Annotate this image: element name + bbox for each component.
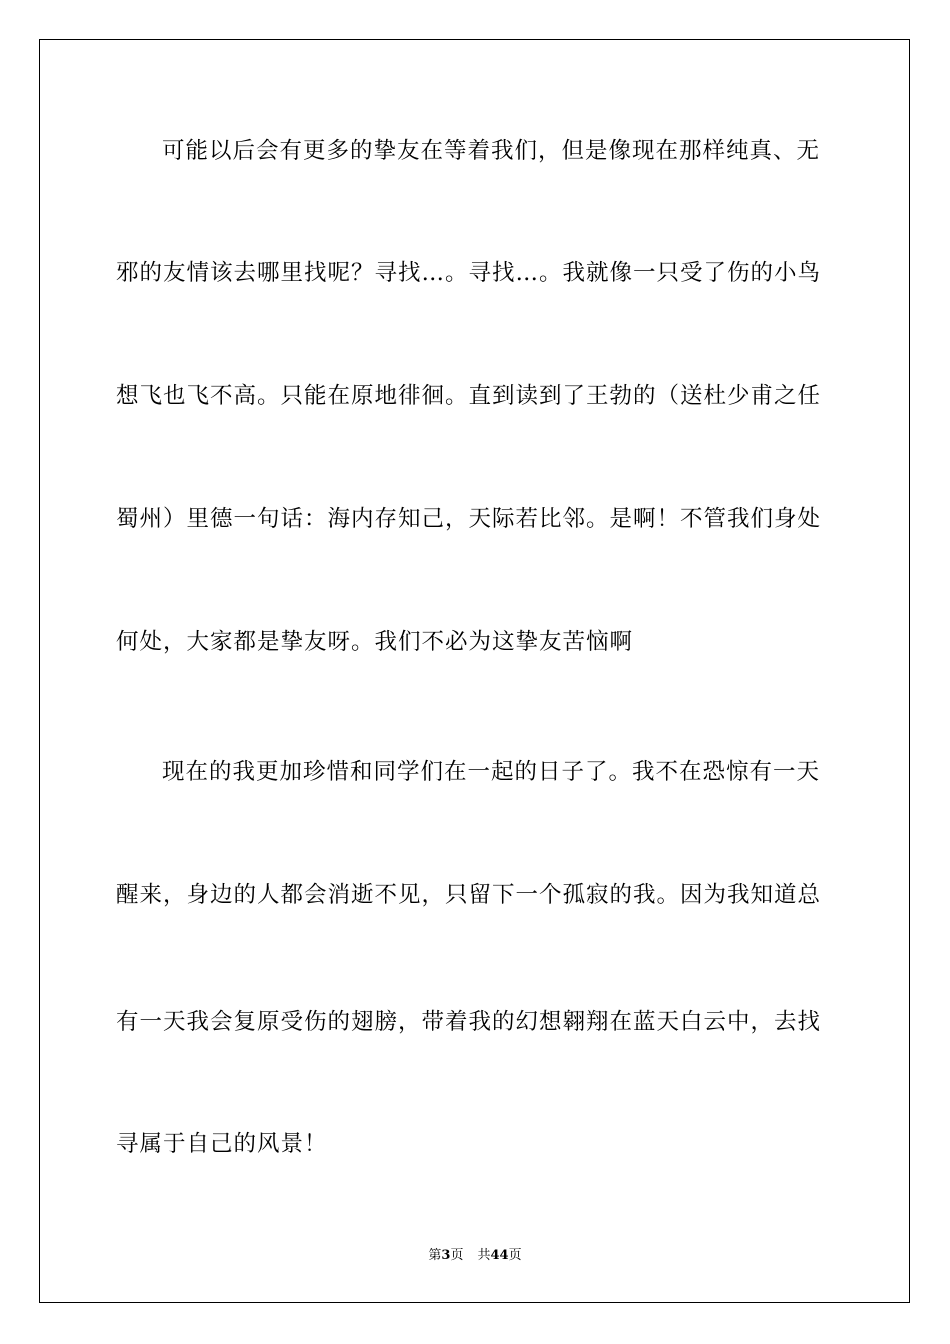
paragraph-1-line-3: 想飞也飞不高。只能在原地徘徊。直到读到了王勃的（送杜少甫之任 xyxy=(116,383,822,409)
paragraph-2-line-4: 寻属于自己的风景！ xyxy=(116,1131,328,1157)
total-prefix: 共 xyxy=(477,1248,491,1263)
total-suffix: 页 xyxy=(508,1248,522,1263)
paragraph-2-line-3: 有一天我会复原受伤的翅膀，带着我的幻想翱翔在蓝天白云中，去找 xyxy=(116,1009,822,1035)
paragraph-2-line-2: 醒来，身边的人都会消逝不见，只留下一个孤寂的我。因为我知道总 xyxy=(116,882,822,908)
page-frame xyxy=(39,39,910,1303)
page-prefix: 第 xyxy=(428,1248,442,1263)
paragraph-2-line-1: 现在的我更加珍惜和同学们在一起的日子了。我不在恐惊有一天 xyxy=(162,759,821,785)
total-pages: 44 xyxy=(490,1248,509,1263)
paragraph-1-line-2: 邪的友情该去哪里找呢？寻找…。寻找…。我就像一只受了伤的小鸟 xyxy=(116,260,822,286)
paragraph-1-line-4: 蜀州）里德一句话：海内存知己，天际若比邻。是啊！不管我们身处 xyxy=(116,506,822,532)
page-suffix: 页 xyxy=(450,1248,464,1263)
page-number: 3 xyxy=(441,1248,451,1263)
paragraph-1-line-1: 可能以后会有更多的挚友在等着我们，但是像现在那样纯真、无 xyxy=(162,138,821,164)
page-footer xyxy=(0,1247,950,1265)
paragraph-1-line-5: 何处，大家都是挚友呀。我们不必为这挚友苦恼啊 xyxy=(116,629,634,655)
